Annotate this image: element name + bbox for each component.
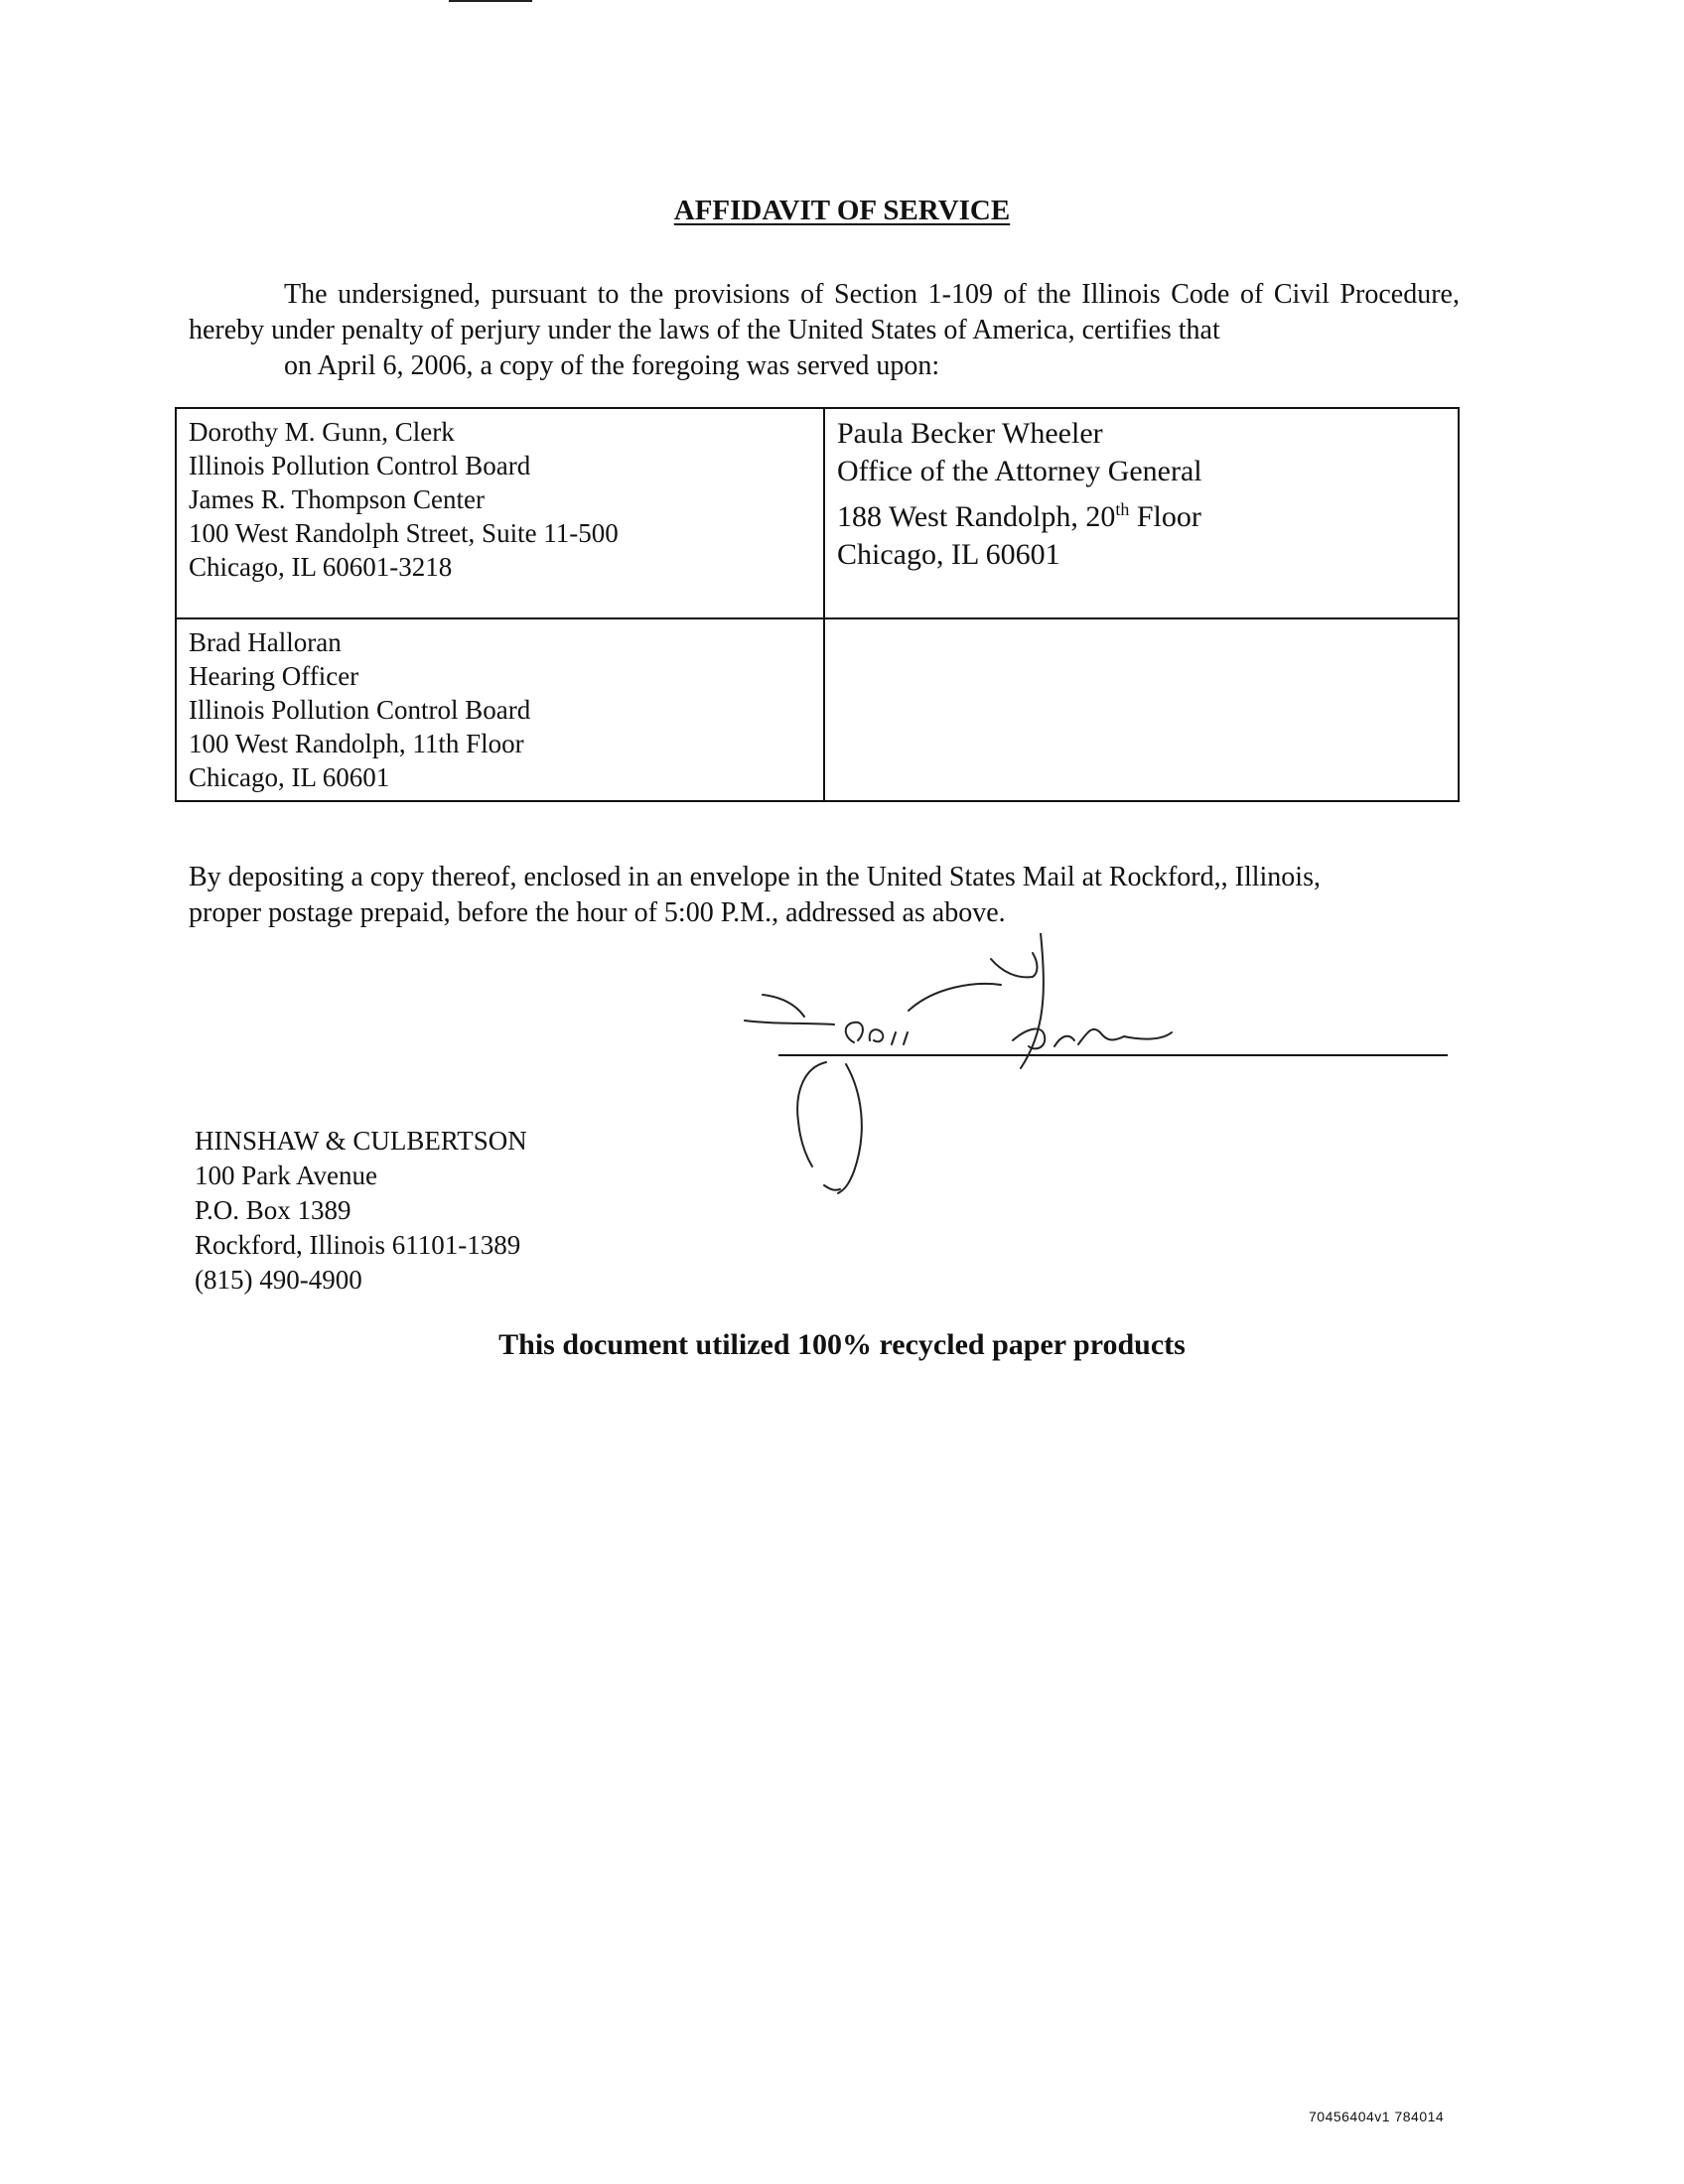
recipient-line: 100 West Randolph Street, Suite 11-500 bbox=[189, 518, 619, 548]
deposit-paragraph-line-2: proper postage prepaid, before the hour of 5:00 P.M., addressed as above. bbox=[189, 897, 1006, 928]
recipient-cell-attorney-general bbox=[824, 408, 1459, 618]
ordinal-suffix: th bbox=[1115, 499, 1130, 519]
document-id: 70456404v1 784014 bbox=[1309, 2109, 1445, 2124]
address-suffix: Floor bbox=[1129, 500, 1201, 533]
handwritten-signature bbox=[735, 933, 1271, 1221]
firm-address-line: 100 Park Avenue bbox=[195, 1160, 377, 1190]
recipient-address bbox=[837, 490, 1446, 536]
intro-paragraph-line-1: The undersigned, pursuant to the provisions of Section 1-109 of the Illinois Code of Civil Procedure, hereby under penalty of perjury under the laws of the United States of America, certifies that bbox=[189, 279, 1460, 345]
recipient-line: Hearing Officer bbox=[189, 661, 359, 691]
recipient-office: Office of the Attorney General bbox=[837, 455, 1202, 487]
recipient-line: Dorothy M. Gunn, Clerk bbox=[189, 417, 455, 447]
recipient-line: James R. Thompson Center bbox=[189, 484, 485, 514]
recipient-line: Illinois Pollution Control Board bbox=[189, 451, 531, 480]
recycled-paper-notice: This document utilized 100% recycled paper products bbox=[498, 1328, 1186, 1361]
service-list-table bbox=[175, 407, 1460, 802]
firm-phone: (815) 490-4900 bbox=[195, 1265, 362, 1295]
recipient-line: Chicago, IL 60601 bbox=[189, 762, 390, 792]
recipient-cell-clerk bbox=[176, 408, 824, 618]
firm-address-line: Rockford, Illinois 61101-1389 bbox=[195, 1230, 521, 1260]
document-title: AFFIDAVIT OF SERVICE bbox=[673, 195, 1011, 226]
deposit-paragraph-line-1: By depositing a copy thereof, enclosed in an envelope in the United States Mail at Rockford,, Illinois, bbox=[189, 862, 1321, 892]
deposit-paragraph bbox=[189, 860, 1460, 931]
recipient-city: Chicago, IL 60601 bbox=[837, 538, 1060, 571]
recipient-name: Paula Becker Wheeler bbox=[837, 417, 1103, 450]
empty-cell bbox=[824, 618, 1459, 801]
intro-paragraph bbox=[189, 277, 1460, 384]
recipient-line: Illinois Pollution Control Board bbox=[189, 695, 531, 725]
firm-address-block bbox=[195, 1124, 527, 1297]
table-row bbox=[176, 618, 1459, 801]
firm-address-line: P.O. Box 1389 bbox=[195, 1195, 351, 1225]
address-prefix: 188 West Randolph, 20 bbox=[837, 500, 1116, 533]
recipient-line: Brad Halloran bbox=[189, 627, 342, 657]
recipient-cell-hearing-officer bbox=[176, 618, 824, 801]
recipient-line: 100 West Randolph, 11th Floor bbox=[189, 729, 524, 758]
recipient-line: Chicago, IL 60601-3218 bbox=[189, 552, 453, 582]
intro-paragraph-line-2: on April 6, 2006, a copy of the foregoing was served upon: bbox=[284, 350, 940, 381]
table-row bbox=[176, 408, 1459, 618]
firm-name: HINSHAW & CULBERTSON bbox=[195, 1126, 527, 1156]
top-edge-mark bbox=[449, 0, 532, 2]
